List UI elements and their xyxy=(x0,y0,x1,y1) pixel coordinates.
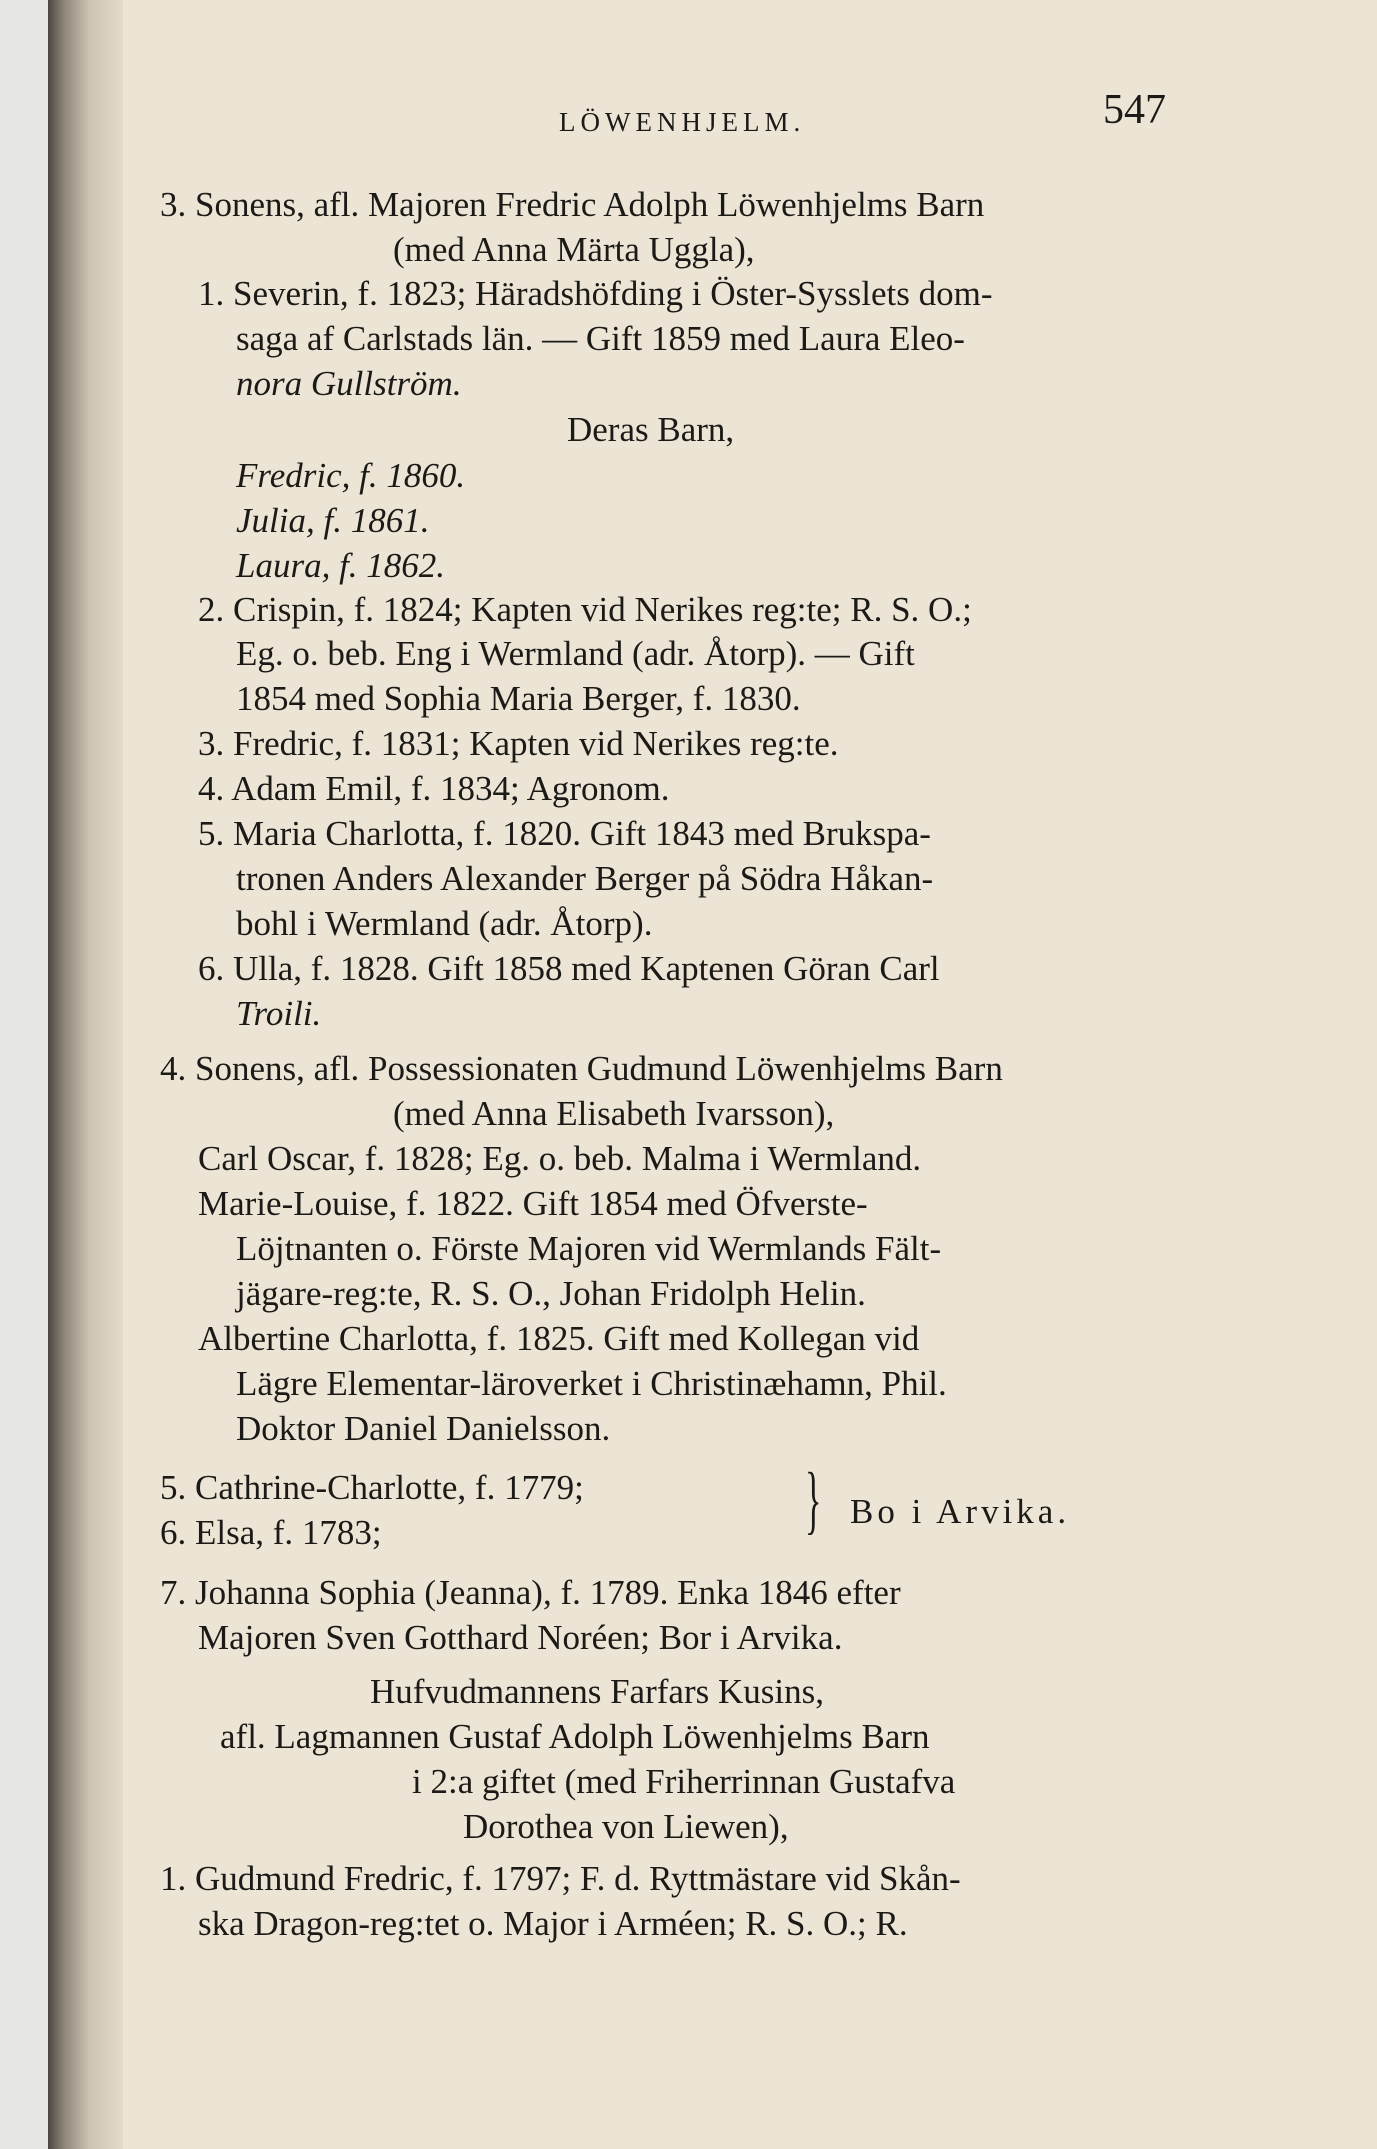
text-line: 3. Fredric, f. 1831; Kapten vid Nerikes reg:te. xyxy=(198,724,839,763)
text-line: 7. Johanna Sophia (Jeanna), f. 1789. Enka 1846 efter xyxy=(160,1573,901,1612)
text-line: Eg. o. beb. Eng i Wermland (adr. Åtorp). — Gift xyxy=(236,634,915,673)
text-line: Troili. xyxy=(236,994,322,1033)
text-line: 4. Adam Emil, f. 1834; Agronom. xyxy=(198,769,670,808)
text-line: saga af Carlstads län. — Gift 1859 med Laura Eleo- xyxy=(236,319,965,358)
scan-background-edge xyxy=(0,0,48,2149)
grouping-brace: } xyxy=(805,1458,822,1542)
text-line: Bo i Arvika. xyxy=(850,1492,1071,1531)
text-line: 3. Sonens, afl. Majoren Fredric Adolph Löwenhjelms Barn xyxy=(160,185,985,224)
text-line: Majoren Sven Gotthard Noréen; Bor i Arvika. xyxy=(198,1618,843,1657)
running-title: LÖWENHJELM. xyxy=(559,107,806,137)
text-line: jägare-reg:te, R. S. O., Johan Fridolph Helin. xyxy=(236,1274,866,1313)
text-line: (med Anna Elisabeth Ivarsson), xyxy=(393,1094,835,1133)
text-line: Löjtnanten o. Förste Majoren vid Wermlands Fält- xyxy=(236,1229,942,1268)
text-line: Deras Barn, xyxy=(567,410,735,449)
text-line: 4. Sonens, afl. Possessionaten Gudmund Löwenhjelms Barn xyxy=(160,1049,1003,1088)
text-line: Dorothea von Liewen), xyxy=(463,1807,789,1846)
text-line: 6. Elsa, f. 1783; xyxy=(160,1513,382,1552)
text-line: 1. Severin, f. 1823; Häradshöfding i Öster-Sysslets dom- xyxy=(198,274,993,313)
text-line: 5. Cathrine-Charlotte, f. 1779; xyxy=(160,1468,584,1507)
text-line: ska Dragon-reg:tet o. Major i Arméen; R. S. O.; R. xyxy=(198,1904,908,1943)
text-line: Albertine Charlotta, f. 1825. Gift med Kollegan vid xyxy=(198,1319,920,1358)
text-line: Julia, f. 1861. xyxy=(236,501,430,540)
text-line: tronen Anders Alexander Berger på Södra Håkan- xyxy=(236,859,934,898)
text-line: Doktor Daniel Danielsson. xyxy=(236,1409,611,1448)
text-line: (med Anna Märta Uggla), xyxy=(393,230,755,269)
text-line: 5. Maria Charlotta, f. 1820. Gift 1843 med Brukspa- xyxy=(198,814,931,853)
text-line: Carl Oscar, f. 1828; Eg. o. beb. Malma i Wermland. xyxy=(198,1139,922,1178)
page-number: 547 xyxy=(1103,87,1166,133)
text-line: Hufvudmannens Farfars Kusins, xyxy=(370,1672,824,1711)
text-line: nora Gullström. xyxy=(236,364,462,403)
text-line: Lägre Elementar-läroverket i Christinæhamn, Phil. xyxy=(236,1364,947,1403)
text-line: bohl i Wermland (adr. Åtorp). xyxy=(236,904,653,943)
text-line: Marie-Louise, f. 1822. Gift 1854 med Öfverste- xyxy=(198,1184,868,1223)
text-line: afl. Lagmannen Gustaf Adolph Löwenhjelms Barn xyxy=(220,1717,930,1756)
text-line: Laura, f. 1862. xyxy=(236,546,446,585)
text-line: 1854 med Sophia Maria Berger, f. 1830. xyxy=(236,679,801,718)
text-line: Fredric, f. 1860. xyxy=(236,456,466,495)
text-line: 6. Ulla, f. 1828. Gift 1858 med Kaptenen Göran Carl xyxy=(198,949,940,988)
text-line: 2. Crispin, f. 1824; Kapten vid Nerikes reg:te; R. S. O.; xyxy=(198,590,972,629)
text-line: i 2:a giftet (med Friherrinnan Gustafva xyxy=(412,1762,956,1801)
text-line: 1. Gudmund Fredric, f. 1797; F. d. Ryttmästare vid Skån- xyxy=(160,1859,961,1898)
book-gutter-shadow xyxy=(48,0,123,2149)
